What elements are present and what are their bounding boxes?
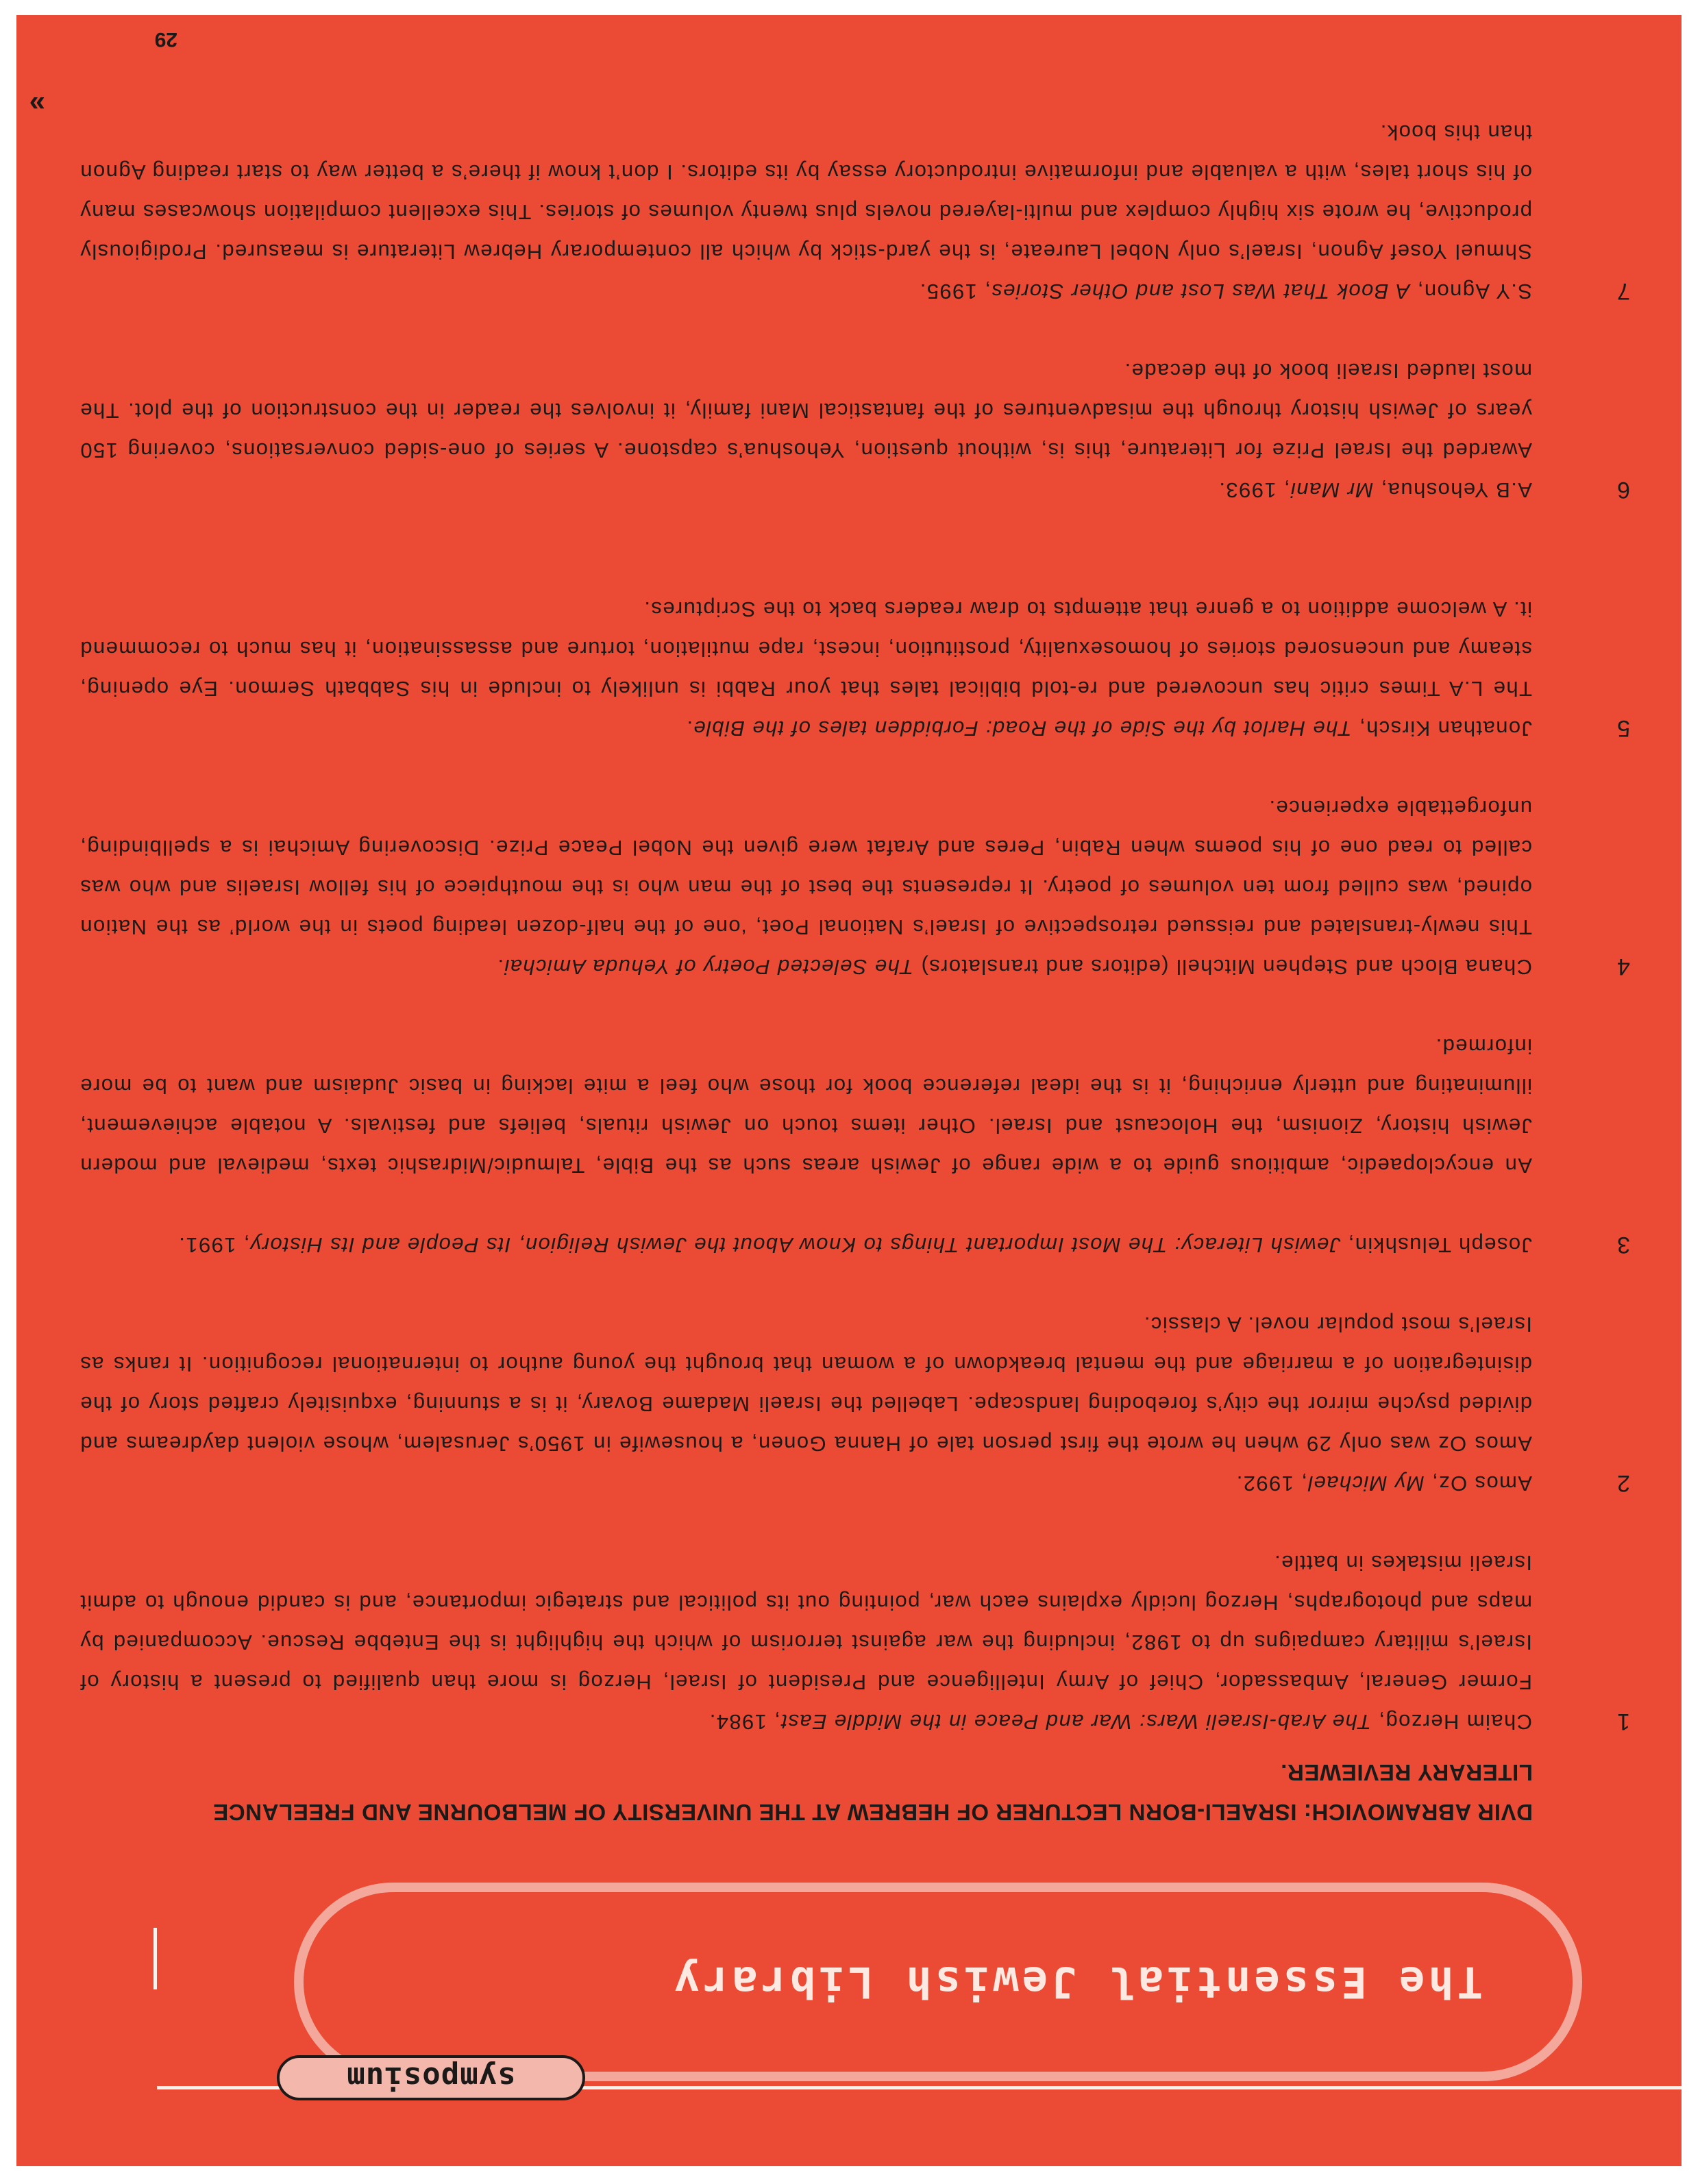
entry-number: 7 (1617, 278, 1630, 304)
entry-year: , 1993. (1218, 478, 1290, 502)
entry-author: Chaim Herzog, (1371, 1710, 1532, 1734)
entry-book-title: My Michael (1307, 1472, 1425, 1496)
entry-book-title: A Book That Was Lost and Other Stories (990, 280, 1410, 303)
entry-book-title: Jewish Literacy: The Most Important Things to Know About the Jewish Religion, Its People and Its History (249, 1233, 1341, 1257)
entry-description: Amos Oz was only 29 when he wrote the first person tale of Hanna Gonen, a housewife in 1950’s Jerusalem, whose violent daydreams and divided psyche mirror the city’s foreboding landscape. Labelled the Israeli Madame Bovary, it is a stunning, exquisitely crafted story of the disintegration of a marriage and the mental breakdown of a woman that brought the young author to international recognition. It ranks as Israel’s most popular novel. A classic. (79, 1313, 1532, 1456)
section-tag: symposium (277, 2055, 585, 2100)
entry-year: . (686, 717, 693, 741)
entry-description: This newly-translated and reissued retrospective of Israel’s National Poet, ‘one of the half-dozen leading poets in the world’ as the Nation opined, was culled from ten volumes of poetry. It represents the best of the man who is the mouthpiece of his fellow Israelis and who was called to read one of his poems when Rabin, Peres and Arafat were given the Nobel Peace Prize. Discovering Amichai is a spellbinding, unforgettable experience. (79, 796, 1532, 939)
entry-book-title: The Arab-Israeli Wars: War and Peace in the Middle East (780, 1710, 1372, 1734)
entry-description: Awarded the Israel Prize for Literature, this is, without question, Yehoshua’s capstone. A series of one-sided conversations, covering 150 years of Jewish history through the misadventures of the fantastical Mani family, it involves the reader in the construction of the plot. The most lauded Israeli book of the decade. (79, 359, 1532, 462)
entry-author: Jonathan Kirsch, (1351, 717, 1532, 741)
entry-year: , 1984. (709, 1710, 780, 1734)
entry-number: 2 (1617, 1470, 1630, 1496)
entry-title (162, 708, 1532, 748)
entry-year: , 1991. (177, 1233, 250, 1257)
entry-number: 5 (1617, 715, 1630, 741)
entry-author: Amos Oz, (1424, 1472, 1532, 1496)
entry-book-title: Mr Mani (1290, 478, 1374, 502)
continue-arrow-icon: » (36, 89, 45, 121)
entry-number: 3 (1617, 1232, 1630, 1258)
entry-book-title: The Selected Poetry of Yehuda Amichai (504, 955, 914, 979)
entry-book-title: The Harlot by the Side of the Road: Forbidden tales of the Bible (693, 717, 1352, 741)
entry-number: 6 (1617, 477, 1630, 503)
entry-year: . (497, 955, 504, 979)
entry-description: Former General, Ambassador, Chief of Army Intelligence and President of Israel, Herzog is more than qualified to present a history of Israel’s military campaigns up to 1982, including the war against terrorism of which the highlight is the Entebbe Rescue. Accompanied by maps and photographs, Herzog lucidly explains each war, pointing out its political and strategic importance, and is candid enough to admit Israeli mistakes in battle. (79, 1551, 1532, 1694)
entry-title (162, 1225, 1532, 1265)
entry-title (162, 947, 1532, 986)
page-number: 29 (154, 28, 177, 51)
entry-description: An encyclopaedic, ambitious guide to a wide range of Jewish areas such as the Bible, Talmudic/Midrashic texts, medieval and modern Jewish history, Zionism, the Holocaust and Israel. Other items touch on Jewish rituals, beliefs and festivals. A notable achievement, illuminating and utterly enriching, it is the ideal reference book for those who feel a mite lacking in basic Judaism and want to be more informed. (79, 1034, 1532, 1178)
entry-author: A.B Yehoshua, (1373, 478, 1532, 502)
entry-author: Joseph Telushkin, (1340, 1233, 1532, 1257)
entry-number: 4 (1617, 954, 1630, 980)
document-page (16, 15, 1681, 2166)
entry-title (162, 1702, 1532, 1741)
header-rule-vertical (153, 1928, 157, 1989)
author-byline: DVIR ABRAMOVICH: ISRAELI-BORN LECTURER OF HEBREW AT THE UNIVERSITY OF MELBOURNE AND FREELANCE LITERARY REVIEWER. (212, 1760, 1533, 1825)
entry-year: , 1992. (1235, 1472, 1307, 1496)
entry-author: Chana Bloch and Stephen Mitchell (editors and translators) (913, 955, 1532, 979)
entry-description: The L.A Times critic has uncovered and re-told biblical tales that your Rabbi is unlikely to include in his Sabbath Sermon. Eye opening, steamy and uncensored stories of homosexuality, prostitution, incest, rape mutilation, torture and assassination, it has much to recommend it. A welcome addition to a genre that attempts to draw readers back to the Scriptures. (79, 597, 1532, 701)
series-title: The Essential Jewish Library (670, 1957, 1483, 2007)
entry-year: , 1995. (919, 280, 991, 303)
entry-author: S.Y Agnon, (1409, 280, 1532, 303)
entry-number: 1 (1617, 1709, 1630, 1735)
entry-description: Shmuel Yosef Agnon, Israel’s only Nobel Laureate, is the yard-stick by which all contemporary Hebrew Literature is measured. Prodigiously productive, he wrote six highly complex and multi-layered novels plus twenty volumes of stories. This excellent compilation showcases many of his short tales, with a valuable and informative introductory essay by its editors. I don’t know if there’s a better way to start reading Agnon than this book. (79, 121, 1532, 264)
entry-title (162, 271, 1532, 311)
entry-title (162, 470, 1532, 510)
entry-title (162, 1463, 1532, 1503)
